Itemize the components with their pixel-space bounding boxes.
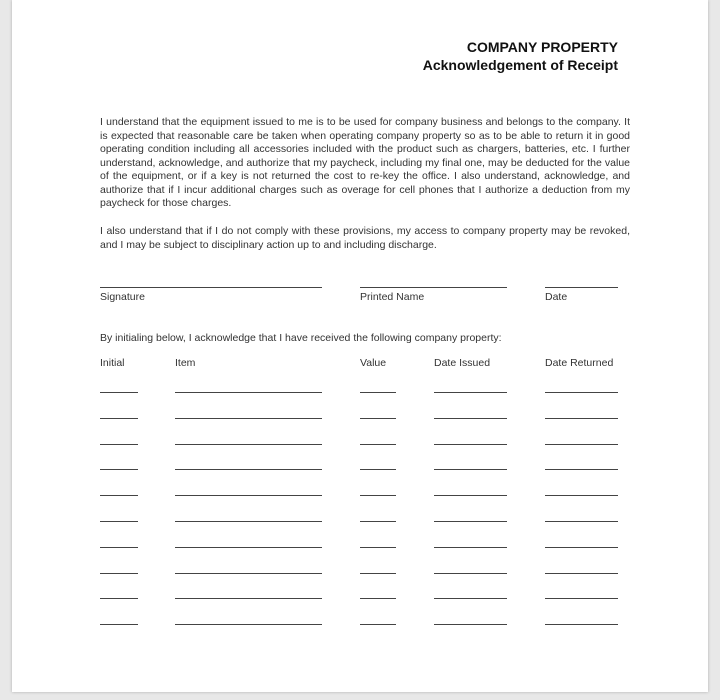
date-returned-blank[interactable]: [545, 547, 618, 548]
item-blank[interactable]: [175, 392, 322, 393]
paragraph-consequences: I also understand that if I do not comply with these provisions, my access to company property may be revoked, and I may be subject to disciplinary action up to and including discharge.: [100, 225, 630, 251]
paragraph-terms: I understand that the equipment issued to me is to be used for company business and belongs to the company. It is expected that reasonable care be taken when operating company property so as to be able to return it in good operating condition including all accessories included with the product such as chargers, batteries, etc. I further understand, acknowledge, and authorize that my paycheck, including my final one, may be deducted for the value of the equipment, or if a key is not returned the cost to re-key the office. I also understand, acknowledge, and authorize that if I incur additional charges such as overage for cell phones that I authorize a deduction from my paycheck for those charges.: [100, 116, 630, 209]
date-returned-blank[interactable]: [545, 598, 618, 599]
value-blank[interactable]: [360, 598, 396, 599]
date-returned-blank[interactable]: [545, 469, 618, 470]
initial-blank[interactable]: [100, 495, 138, 496]
item-blank[interactable]: [175, 495, 322, 496]
date-issued-blank[interactable]: [434, 444, 507, 445]
date-issued-blank[interactable]: [434, 392, 507, 393]
date-issued-blank[interactable]: [434, 547, 507, 548]
document-title: [423, 38, 618, 74]
date-returned-blank[interactable]: [545, 624, 618, 625]
item-blank[interactable]: [175, 418, 322, 419]
initial-blank[interactable]: [100, 392, 138, 393]
date-issued-blank[interactable]: [434, 521, 507, 522]
column-header-item: Item: [175, 357, 196, 369]
date-issued-blank[interactable]: [434, 469, 507, 470]
initial-instructions: By initialing below, I acknowledge that I have received the following company property:: [100, 332, 502, 344]
item-blank[interactable]: [175, 469, 322, 470]
signature-line[interactable]: [100, 287, 322, 288]
initial-blank[interactable]: [100, 521, 138, 522]
initial-blank[interactable]: [100, 547, 138, 548]
signature-label: Signature: [100, 291, 145, 303]
column-header-date-returned: Date Returned: [545, 357, 614, 369]
initial-blank[interactable]: [100, 573, 138, 574]
value-blank[interactable]: [360, 418, 396, 419]
date-issued-blank[interactable]: [434, 418, 507, 419]
initial-blank[interactable]: [100, 469, 138, 470]
item-blank[interactable]: [175, 573, 322, 574]
date-returned-blank[interactable]: [545, 392, 618, 393]
value-blank[interactable]: [360, 444, 396, 445]
date-issued-blank[interactable]: [434, 495, 507, 496]
initial-blank[interactable]: [100, 444, 138, 445]
initial-blank[interactable]: [100, 418, 138, 419]
date-line[interactable]: [545, 287, 618, 288]
printed-name-label: Printed Name: [360, 291, 425, 303]
value-blank[interactable]: [360, 547, 396, 548]
value-blank[interactable]: [360, 495, 396, 496]
column-header-initial: Initial: [100, 357, 125, 369]
title-company-property: COMPANY PROPERTY: [466, 39, 618, 55]
date-returned-blank[interactable]: [545, 444, 618, 445]
date-label: Date: [545, 291, 568, 303]
value-blank[interactable]: [360, 392, 396, 393]
initial-blank[interactable]: [100, 598, 138, 599]
date-issued-blank[interactable]: [434, 624, 507, 625]
column-header-value: Value: [360, 357, 387, 369]
initial-blank[interactable]: [100, 624, 138, 625]
printed-name-line[interactable]: [360, 287, 507, 288]
column-header-date-issued: Date Issued: [434, 357, 491, 369]
document-page: [12, 0, 708, 692]
title-acknowledgement: Acknowledgement of Receipt: [422, 57, 618, 73]
date-returned-blank[interactable]: [545, 521, 618, 522]
item-blank[interactable]: [175, 547, 322, 548]
item-blank[interactable]: [175, 521, 322, 522]
date-issued-blank[interactable]: [434, 573, 507, 574]
date-issued-blank[interactable]: [434, 598, 507, 599]
item-blank[interactable]: [175, 444, 322, 445]
item-blank[interactable]: [175, 598, 322, 599]
date-returned-blank[interactable]: [545, 573, 618, 574]
value-blank[interactable]: [360, 521, 396, 522]
value-blank[interactable]: [360, 469, 396, 470]
value-blank[interactable]: [360, 624, 396, 625]
date-returned-blank[interactable]: [545, 495, 618, 496]
value-blank[interactable]: [360, 573, 396, 574]
item-blank[interactable]: [175, 624, 322, 625]
date-returned-blank[interactable]: [545, 418, 618, 419]
